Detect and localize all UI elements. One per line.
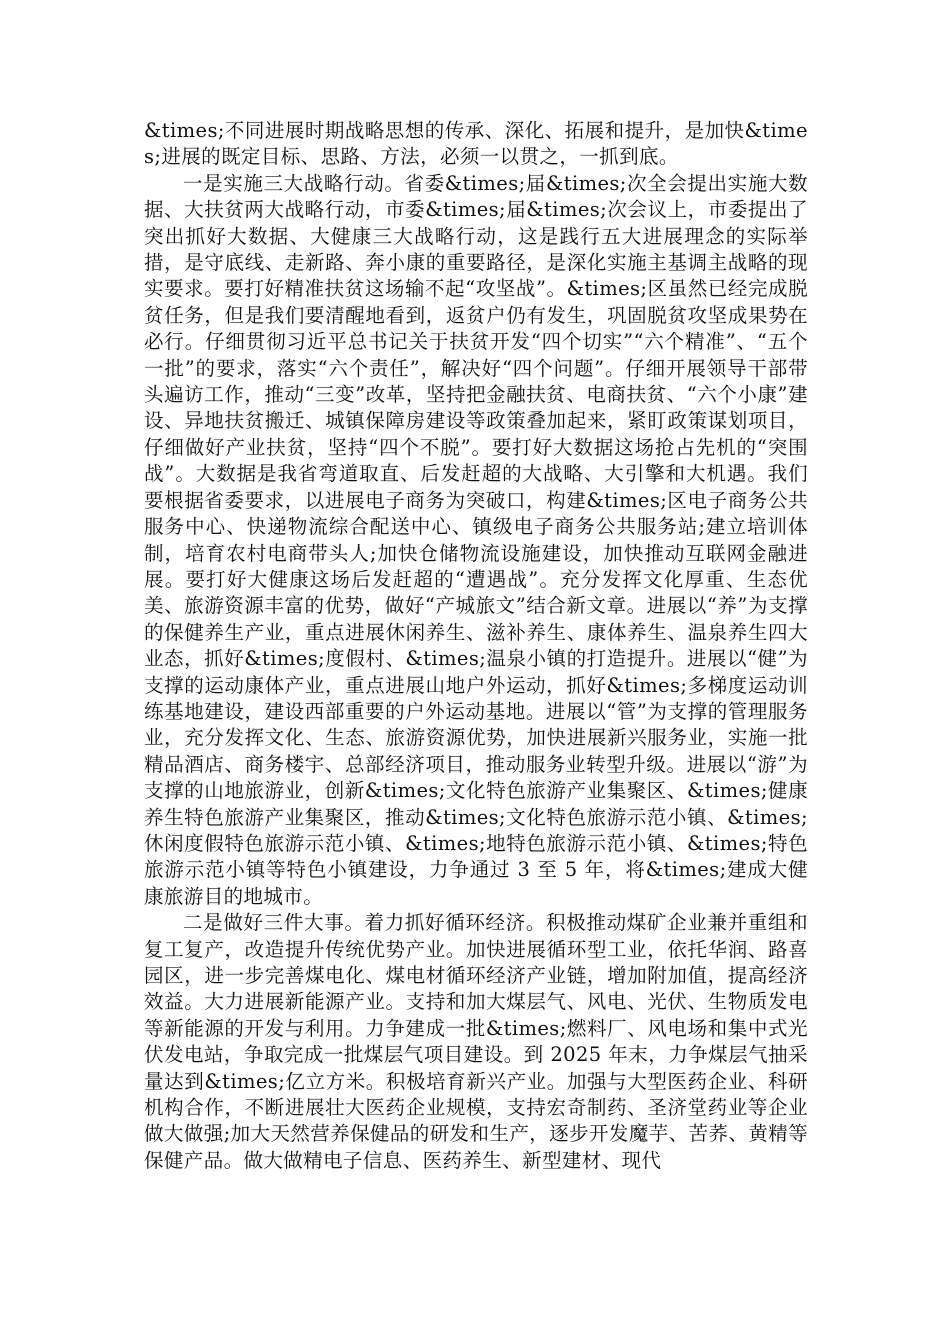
- paragraph-three-tasks: 二是做好三件大事。着力抓好循环经济。积极推动煤矿企业兼并重组和复工复产，改造提升传统优势产业。加快进展循环型工业，依托华润、路喜园区，进一步完善煤电化、煤电材循环经济产业链，增加附加值，提高经济效益。大力进展新能源产业。支持和加大煤层气、风电、光伏、生物质发电等新能源的开发与利用。力争建成一批&times;燃料厂、风电场和集中式光伏发电站，争取完成一批煤层气项目建设。到 2025 年末，力争煤层气抽采量达到&times;亿立方米。积极培育新兴产业。加强与大型医药企业、科研机构合作，不断进展壮大医药企业规模，支持宏奇制药、圣济堂药业等企业做大做强;加大天然营养保健品的研发和生产，逐步开发魔芋、苦荞、黄精等保健产品。做大做精电子信息、医药养生、新型建材、现代: [144, 911, 808, 1172]
- paragraph-three-strategies: 一是实施三大战略行动。省委&times;届&times;次全会提出实施大数据、大扶贫两大战略行动，市委&times;届&times;次会议上，市委提出了突出抓好大数据、大健康三大战略行动，这是践行五大进展理念的实际举措，是守底线、走新路、奔小康的重要路径，是深化实施主基调主战略的现实要求。要打好精准扶贫这场输不起“攻坚战”。&times;区虽然已经完成脱贫任务，但是我们要清醒地看到，返贫户仍有发生，巩固脱贫攻坚成果势在必行。仔细贯彻习近平总书记关于扶贫开发“四个切实”“六个精准”、“五个一批”的要求，落实“六个责任”，解决好“四个问题”。仔细开展领导干部带头遍访工作，推动“三变”改革，坚持把金融扶贫、电商扶贫、“六个小康”建设、异地扶贫搬迁、城镇保障房建设等政策叠加起来，紧盯政策谋划项目，仔细做好产业扶贫，坚持“四个不脱”。要打好大数据这场抢占先机的“突围战”。大数据是我省弯道取直、后发赶超的大战略、大引擎和大机遇。我们要根据省委要求，以进展电子商务为突破口，构建&times;区电子商务公共服务中心、快递物流综合配送中心、镇级电子商务公共服务站;建立培训体制，培育农村电商带头人;加快仓储物流设施建设，加快推动互联网金融进展。要打好大健康这场后发赶超的“遭遇战”。充分发挥文化厚重、生态优美、旅游资源丰富的优势，做好“产城旅文”结合新文章。进展以“养”为支撑的保健养生产业，重点进展休闲养生、滋补养生、康体养生、温泉养生四大业态，抓好&times;度假村、&times;温泉小镇的打造提升。进展以“健”为支撑的运动康体产业，重点进展山地户外运动，抓好&times;多梯度运动训练基地建设，建设西部重要的户外运动基地。进展以“管”为支撑的管理服务业，充分发挥文化、生态、旅游资源优势，加快进展新兴服务业，实施一批精品酒店、商务楼宇、总部经济项目，推动服务业转型升级。进展以“游”为支撑的山地旅游业，创新&times;文化特色旅游产业集聚区、&times;健康养生特色旅游产业集聚区，推动&times;文化特色旅游示范小镇、&times;休闲度假特色旅游示范小镇、&times;地特色旅游示范小镇、&times;特色旅游示范小镇等特色小镇建设，力争通过 3 至 5 年，将&times;建成大健康旅游目的地城市。: [144, 171, 808, 908]
- paragraph-continuation: &times;不同进展时期战略思想的传承、深化、拓展和提升，是加快&times;进展的既定目标、思路、方法，必须一以贯之，一抓到底。: [144, 119, 808, 169]
- document-body: [144, 118, 808, 1174]
